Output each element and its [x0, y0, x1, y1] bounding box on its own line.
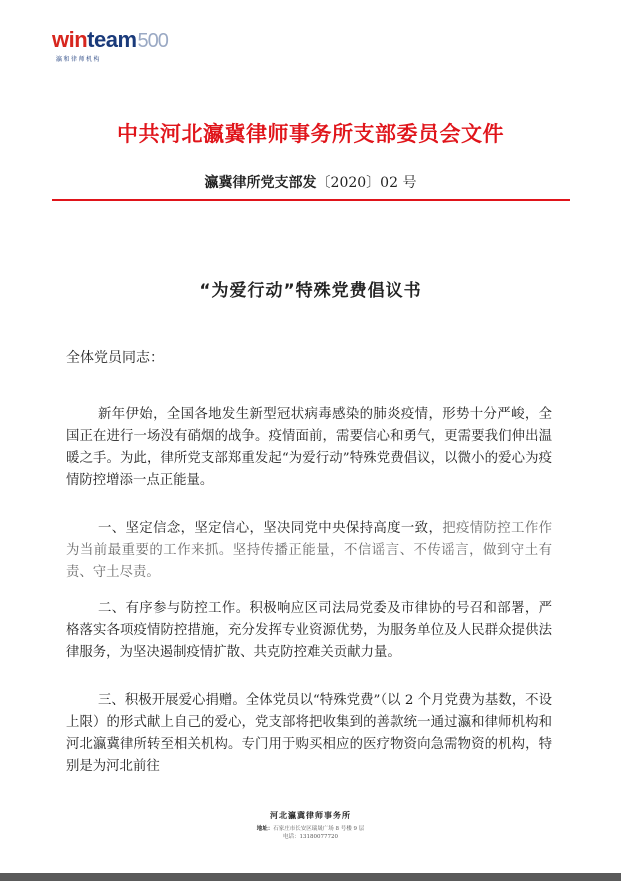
paragraph-point-1-a: 一、坚定信念，坚定信心，坚决同党中央保持高度一致，: [98, 521, 443, 536]
document-number-prefix: 瀛冀律所党支部发: [204, 175, 317, 191]
document-subject: “为爱行动”特殊党费倡议书: [199, 281, 422, 301]
footer-address-label: 地址：: [256, 826, 274, 832]
logo-500-text: 500: [137, 30, 168, 52]
footer: [0, 810, 621, 841]
logo-team-text: team: [87, 27, 137, 52]
winteam-logo: [52, 28, 168, 63]
logo-win-text: win: [52, 27, 88, 52]
footer-firm-name: 河北瀛冀律师事务所: [270, 811, 351, 820]
footer-address: [0, 825, 621, 833]
footer-address-text: 石家庄市长安区瑞晟广场 8 号楼 9 层: [273, 826, 365, 832]
paragraph-point-3: 三、积极开展爱心捐赠。全体党员以“特殊党费”（以 2 个月党费为基数，不设上限）的形式献上自己的爱心，党支部将把收集到的善款统一通过瀛和律师机构和河北瀛冀律所转至相关机构。专门用于购买相应的医疗物资向急需物资的机构，特别是为河北前往: [66, 693, 552, 774]
red-divider: [52, 199, 570, 201]
bottom-bar: [0, 873, 621, 881]
paragraph-point-1-b: 把疫情防控工作作为当前最重要的工作来抓。坚持传播正能量，不信谣言、不传谣言，做到守土有责、守土尽责。: [66, 521, 553, 580]
salutation: 全体党员同志：: [66, 350, 164, 366]
footer-phone: 电话：13180077720: [283, 834, 338, 840]
logo-subtitle: 瀛和律师机构: [56, 56, 102, 63]
document-number-suffix: 〔2020〕02 号: [316, 175, 417, 191]
document-number: [0, 172, 621, 192]
paragraph-point-2: 二、有序参与防控工作。积极响应区司法局党委及市律协的号召和部署，严格落实各项疫情防控措施，充分发挥专业资源优势，为服务单位及人民群众提供法律服务，为坚决遏制疫情扩散、共克防控难关贡献力量。: [66, 601, 552, 660]
document-header-title: 中共河北瀛冀律师事务所支部委员会文件: [117, 122, 504, 146]
paragraph-intro: 新年伊始，全国各地发生新型冠状病毒感染的肺炎疫情，形势十分严峻，全国正在进行一场没有硝烟的战争。疫情面前，需要信心和勇气，更需要我们伸出温暖之手。为此，律所党支部郑重发起“为爱行动”特殊党费倡议，以微小的爱心为疫情防控增添一点正能量。: [66, 407, 552, 488]
paragraph-point-1: [66, 518, 552, 584]
